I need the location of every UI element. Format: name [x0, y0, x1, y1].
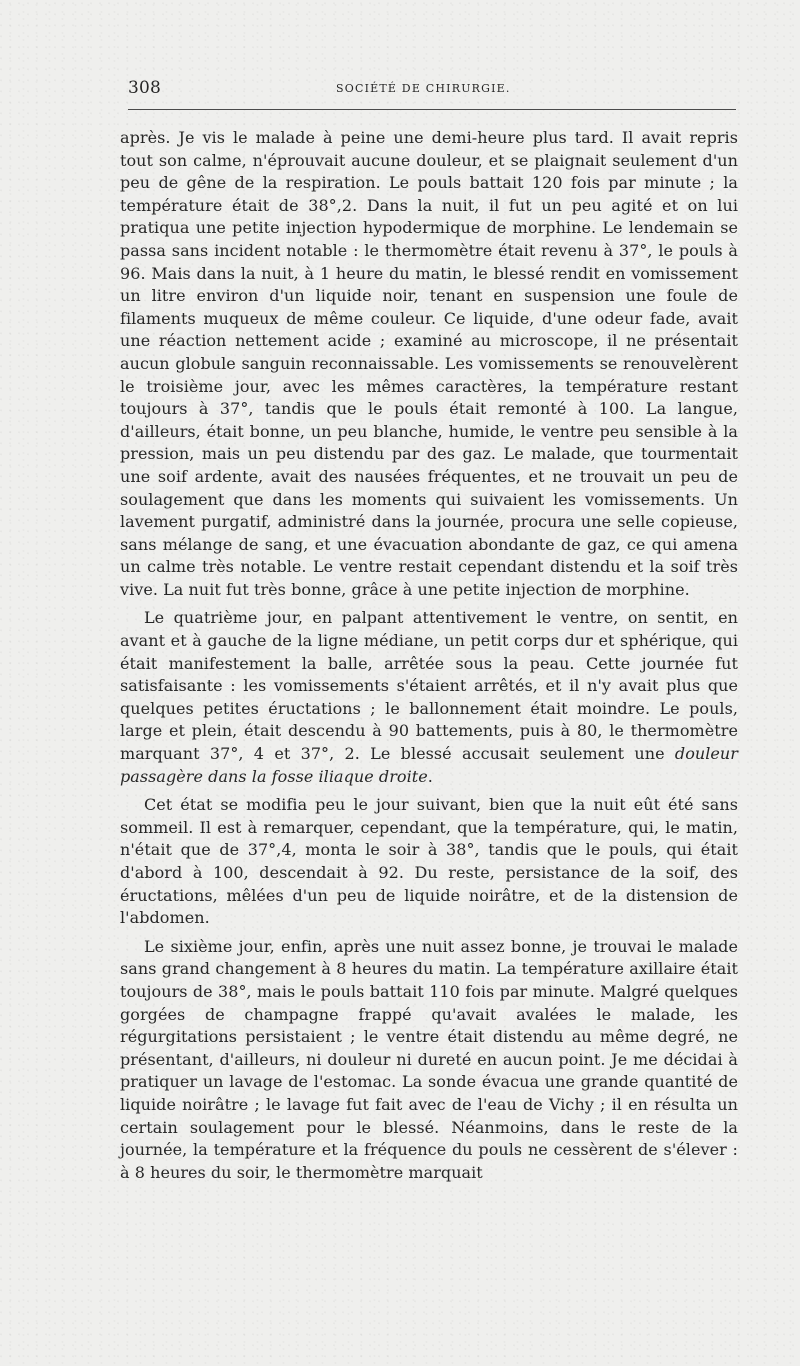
- italic-phrase: douleur passagère dans la fosse iliaque droite: [120, 744, 738, 786]
- paragraph-1: après. Je vis le malade à peine une demi-heure plus tard. Il avait repris tout son calme, n'éprouvait aucune douleur, et se plaignait seulement d'un peu de gêne de la respiration. Le pouls battait 120 fois par minute ; la température était de 38°,2. Dans la nuit, il fut un peu agité et on lui pratiqua une petite injection hypodermique de morphine. Le lendemain se passa sans incident notable : le thermomètre était revenu à 37°, le pouls à 96. Mais dans la nuit, à 1 heure du matin, le blessé rendit en vomissement un litre environ d'un liquide noir, tenant en suspension une foule de filaments muqueux de même couleur. Ce liquide, d'une odeur fade, avait une réaction nettement acide ; examiné au microscope, il ne présentait aucun globule sanguin reconnaissable. Les vomissements se renouvelèrent le troisième jour, avec les mêmes caractères, la température restant toujours à 37°, tandis que le pouls était remonté à 100. La langue, d'ailleurs, était bonne, un peu blanche, humide, le ventre peu sensible à la pression, mais un peu distendu par des gaz. Le malade, que tourmentait une soif ardente, avait des nausées fréquentes, et ne trouvait un peu de soulagement que dans les moments qui suivaient les vomissements. Un lavement purgatif, administré dans la journée, procura une selle copieuse, sans mélange de sang, et une évacuation abondante de gaz, ce qui amena un calme très notable. Le ventre restait cependant distendu et la soif très vive. La nuit fut très bonne, grâce à une petite injection de morphine.: [120, 128, 738, 599]
- page-header: [128, 78, 738, 104]
- paragraph-2-end: .: [427, 766, 433, 786]
- paragraph-2-text: Le quatrième jour, en palpant attentivement le ventre, on sentit, en avant et à gauche de la ligne médiane, un petit corps dur et sphérique, qui était manifestement la balle, arrêtée sous la peau. Cette journée fut satisfaisante : les vomissements s'étaient arrêtés, et il n'y avait plus que quelques petites éructations ; le ballonnement était moindre. Le pouls, large et plein, était descendu à 90 battements, puis à 80, le thermomètre marquant 37°, 4 et 37°, 2. Le blessé accusait seulement une: [120, 608, 738, 764]
- paragraph-3: Cet état se modifia peu le jour suivant, bien que la nuit eût été sans sommeil. Il est à remarquer, cependant, que la température, qui, le matin, n'était que de 37°,4, monta le soir à 38°, tandis que le pouls, qui était d'abord à 100, descendait à 92. Du reste, persistance de la soif, des éructations, mêlées d'un peu de liquide noirâtre, et de la distension de l'abdomen.: [120, 795, 738, 928]
- page-number: 308: [128, 78, 162, 98]
- paragraph-2: [120, 607, 738, 788]
- running-head: SOCIÉTÉ DE CHIRURGIE.: [336, 82, 511, 95]
- paragraph-4: Le sixième jour, enfin, après une nuit assez bonne, je trouvai le malade sans grand changement à 8 heures du matin. La température axillaire était toujours de 38°, mais le pouls battait 110 fois par minute. Malgré quelques gorgées de champagne frappé qu'avait avalées le malade, les régurgitations persistaient ; le ventre était distendu au même degré, ne présentant, d'ailleurs, ni douleur ni dureté en aucun point. Je me décidai à pratiquer un lavage de l'estomac. La sonde évacua une grande quantité de liquide noirâtre ; le lavage fut fait avec de l'eau de Vichy ; il en résulta un certain soulagement pour le blessé. Néanmoins, dans le reste de la journée, la température et la fréquence du pouls ne cessèrent de s'élever : à 8 heures du soir, le thermomètre marquait: [120, 936, 738, 1182]
- header-rule: [128, 109, 736, 110]
- body-text: [120, 127, 738, 1184]
